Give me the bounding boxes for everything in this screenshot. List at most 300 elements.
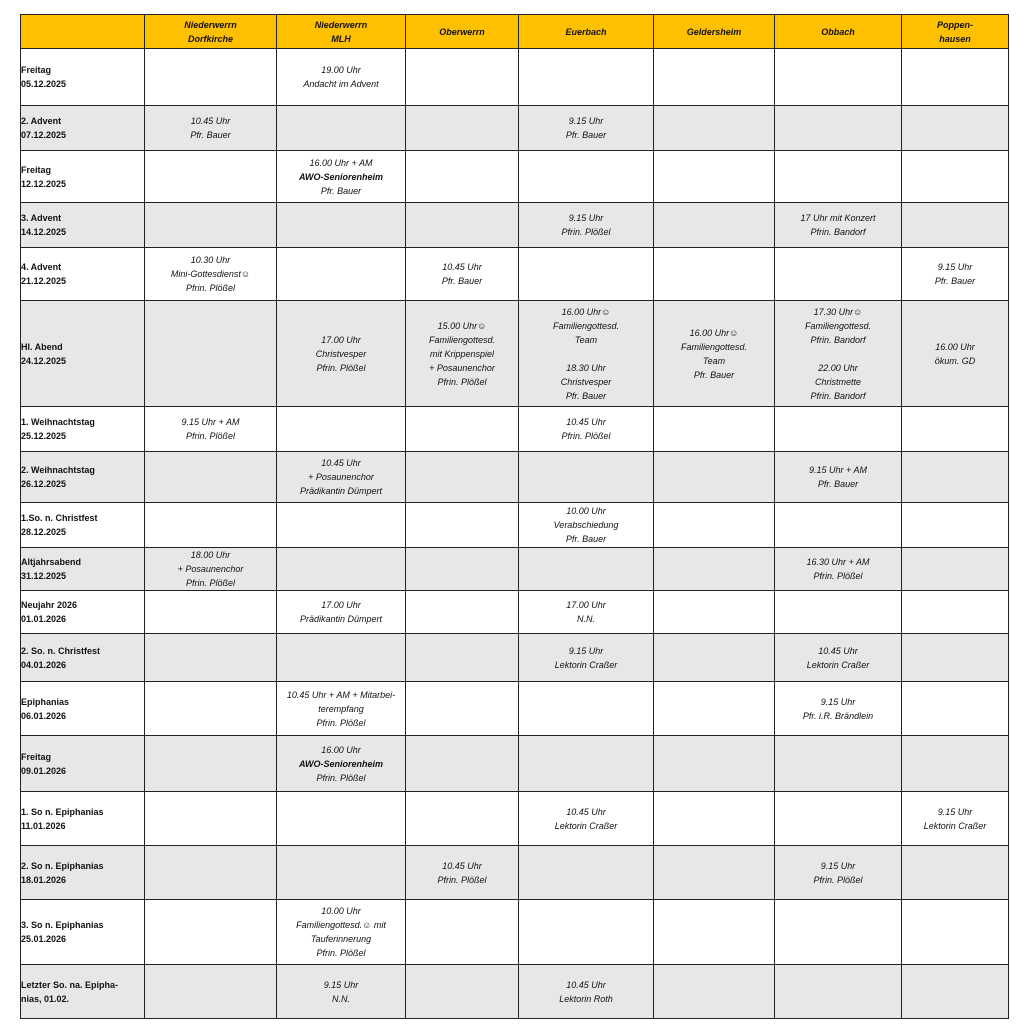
service-cell — [406, 591, 519, 634]
occasion-label: Freitag — [21, 751, 52, 762]
schedule-row — [21, 452, 1009, 503]
date-cell — [21, 203, 145, 248]
service-cell — [406, 407, 519, 452]
service-line: 9.15 Uhr — [568, 213, 604, 223]
service-line: Prädikantin Dümpert — [299, 486, 383, 496]
service-cell — [902, 49, 1009, 106]
service-cell — [654, 548, 775, 591]
header-location-2 — [277, 15, 406, 49]
date-cell — [21, 846, 145, 900]
service-cell — [902, 248, 1009, 301]
schedule-row — [21, 682, 1009, 736]
service-cell — [902, 682, 1009, 736]
service-cell — [145, 503, 277, 548]
service-line — [519, 347, 653, 361]
service-line: Christvesper — [315, 348, 367, 359]
service-cell — [406, 49, 519, 106]
service-cell — [277, 792, 406, 846]
service-schedule-table — [20, 14, 1009, 1019]
occasion-label: 2. So n. Epiphanias — [21, 860, 104, 871]
service-cell — [775, 846, 902, 900]
date-label: 31.12.2025 — [21, 571, 67, 581]
occasion-label: Neujahr 2026 — [21, 600, 78, 610]
service-cell — [406, 846, 519, 900]
service-line: N.N. — [577, 614, 595, 624]
service-line: 17.00 Uhr — [321, 600, 361, 610]
service-line: mit Krippenspiel — [429, 348, 495, 359]
service-line: Pfrin. Plößel — [561, 431, 611, 441]
service-cell — [775, 736, 902, 792]
service-cell — [654, 682, 775, 736]
schedule-row — [21, 503, 1009, 548]
service-line: Team — [574, 334, 598, 345]
service-cell — [519, 548, 654, 591]
header-location-6 — [775, 15, 902, 49]
service-cell — [775, 965, 902, 1019]
service-cell — [406, 203, 519, 248]
service-line: 17.00 Uhr — [321, 334, 361, 345]
service-line: Familiengottesd.☺ mit — [296, 920, 386, 930]
date-label: 28.12.2025 — [21, 527, 67, 537]
service-line: 10.45 Uhr — [321, 458, 361, 468]
service-line: 17.30 Uhr☺ — [813, 306, 863, 317]
service-cell — [277, 248, 406, 301]
service-line: + Posaunenchor — [308, 472, 374, 482]
service-line: Pfrin. Plößel — [437, 376, 487, 387]
service-line: N.N. — [332, 993, 350, 1004]
service-cell — [406, 682, 519, 736]
service-cell — [775, 301, 902, 407]
occasion-label: 1. So n. Epiphanias — [21, 806, 104, 817]
service-cell — [277, 203, 406, 248]
service-line: Mini-Gottesdienst☺ — [170, 269, 251, 279]
service-line: 9.15 Uhr — [568, 116, 604, 126]
service-cell — [145, 682, 277, 736]
service-cell — [902, 736, 1009, 792]
service-line: 18.30 Uhr — [566, 362, 606, 373]
service-line: Pfrin. Plößel — [316, 948, 366, 958]
service-line: 16.00 Uhr☺ — [689, 327, 739, 338]
service-line: 9.15 Uhr — [323, 979, 359, 990]
service-line: Pfrin. Plößel — [437, 874, 487, 885]
date-cell — [21, 736, 145, 792]
occasion-label: 1.So. n. Christfest — [21, 513, 98, 523]
service-cell — [277, 682, 406, 736]
service-cell — [145, 301, 277, 407]
service-cell — [277, 106, 406, 151]
service-line: Lektorin Craßer — [806, 659, 870, 670]
service-line: Pfrin. Plößel — [316, 717, 366, 728]
service-line: 10.45 Uhr — [566, 806, 606, 817]
service-cell — [406, 792, 519, 846]
service-cell — [406, 301, 519, 407]
service-cell — [519, 452, 654, 503]
date-label: 21.12.2025 — [21, 276, 67, 286]
service-line: 10.45 Uhr — [442, 860, 482, 871]
service-cell — [902, 151, 1009, 203]
service-line: 9.15 Uhr + AM — [809, 465, 867, 475]
service-cell — [277, 634, 406, 682]
service-line: 19.00 Uhr — [321, 65, 361, 75]
service-line: Pfrin. Plößel — [813, 571, 863, 581]
date-label: 18.01.2026 — [21, 874, 67, 885]
header-label-line: MLH — [331, 33, 351, 44]
service-line: Pfrin. Plößel — [185, 431, 236, 441]
service-line: 17 Uhr mit Konzert — [800, 213, 876, 223]
service-cell — [519, 736, 654, 792]
service-cell — [654, 49, 775, 106]
occasion-label: Letzter So. na. Epipha- — [21, 979, 119, 990]
service-cell — [654, 965, 775, 1019]
service-cell — [775, 49, 902, 106]
service-cell — [277, 503, 406, 548]
service-cell — [519, 248, 654, 301]
service-cell — [902, 900, 1009, 965]
service-cell — [145, 591, 277, 634]
header-label-line: Euerbach — [565, 26, 607, 37]
service-line: 9.15 Uhr — [820, 860, 856, 871]
schedule-row — [21, 203, 1009, 248]
service-line: 10.30 Uhr — [190, 255, 231, 265]
service-line: Lektorin Craßer — [554, 659, 618, 670]
occasion-label: Freitag — [21, 65, 52, 75]
service-line: 10.45 Uhr + AM + Mitarbei- — [286, 689, 396, 700]
service-cell — [902, 591, 1009, 634]
schedule-row — [21, 591, 1009, 634]
service-line: Pfrin. Bandorf — [810, 390, 866, 401]
service-cell — [406, 452, 519, 503]
service-line: Pfrin. Plößel — [316, 772, 366, 783]
occasion-label: 2. So. n. Christfest — [21, 645, 101, 656]
service-cell — [654, 846, 775, 900]
header-label-line: Obbach — [821, 26, 855, 37]
service-cell — [902, 846, 1009, 900]
service-cell — [519, 151, 654, 203]
schedule-row — [21, 548, 1009, 591]
header-row — [21, 15, 1009, 49]
service-line: 10.00 Uhr — [566, 506, 606, 516]
service-cell — [406, 106, 519, 151]
date-cell — [21, 301, 145, 407]
service-line: Lektorin Craßer — [923, 820, 987, 831]
service-line: Pfrin. Plößel — [185, 283, 236, 293]
service-line: 10.45 Uhr — [818, 645, 858, 656]
schedule-row — [21, 900, 1009, 965]
service-line: 9.15 Uhr — [568, 645, 604, 656]
service-cell — [519, 792, 654, 846]
service-cell — [519, 203, 654, 248]
service-line: 10.45 Uhr — [566, 417, 606, 427]
service-cell — [145, 900, 277, 965]
service-cell — [145, 407, 277, 452]
service-cell — [406, 151, 519, 203]
service-cell — [775, 591, 902, 634]
service-line: Tauferinnerung — [310, 934, 372, 944]
service-cell — [406, 248, 519, 301]
header-label-line: Niederwerrn — [314, 19, 368, 30]
occasion-label: 2. Weihnachtstag — [21, 465, 95, 475]
header-label-line: Dorfkirche — [187, 33, 233, 44]
schedule-row — [21, 792, 1009, 846]
service-line: 16.00 Uhr☺ — [561, 306, 611, 317]
service-cell — [145, 736, 277, 792]
service-cell — [654, 900, 775, 965]
service-cell — [277, 407, 406, 452]
service-cell — [775, 548, 902, 591]
service-line: Pfr. Bauer — [565, 390, 607, 401]
service-cell — [775, 106, 902, 151]
service-line: Pfr. Bauer — [190, 130, 231, 140]
service-cell — [519, 900, 654, 965]
header-location-1 — [145, 15, 277, 49]
service-cell — [902, 452, 1009, 503]
service-cell — [277, 900, 406, 965]
service-cell — [519, 965, 654, 1019]
service-line: 16.00 Uhr — [935, 341, 975, 352]
service-line: Familiengottesd. — [428, 334, 496, 345]
service-cell — [902, 301, 1009, 407]
service-cell — [775, 792, 902, 846]
service-line: Pfr. Bauer — [565, 130, 607, 140]
service-line: Verabschiedung — [553, 520, 619, 530]
service-line: 9.15 Uhr — [820, 696, 856, 707]
header-label-line: hausen — [939, 33, 971, 44]
occasion-label: Hl. Abend — [21, 341, 63, 352]
header-label-line: Oberwerrn — [439, 26, 485, 37]
date-label: 05.12.2025 — [21, 79, 67, 89]
service-cell — [775, 203, 902, 248]
header-date-column — [21, 15, 145, 49]
date-label: 12.12.2025 — [21, 178, 67, 189]
service-cell — [775, 452, 902, 503]
header-location-3 — [406, 15, 519, 49]
schedule-row — [21, 49, 1009, 106]
service-line: 16.30 Uhr + AM — [806, 557, 870, 567]
date-label: 11.01.2026 — [21, 820, 66, 831]
schedule-row — [21, 736, 1009, 792]
header-location-4 — [519, 15, 654, 49]
service-line: 9.15 Uhr + AM — [181, 417, 240, 427]
date-cell — [21, 503, 145, 548]
service-cell — [775, 248, 902, 301]
service-cell — [145, 151, 277, 203]
service-cell — [519, 503, 654, 548]
service-line: Familiengottesd. — [552, 320, 620, 331]
service-cell — [519, 682, 654, 736]
date-cell — [21, 548, 145, 591]
service-cell — [654, 634, 775, 682]
service-line: Pfr. i.R. Brändlein — [802, 710, 874, 721]
service-line: Familiengottesd. — [680, 341, 748, 352]
date-cell — [21, 407, 145, 452]
service-cell — [654, 792, 775, 846]
date-label: 06.01.2026 — [21, 710, 67, 721]
date-label: 25.12.2025 — [21, 431, 67, 441]
service-line: terempfang — [318, 703, 364, 714]
service-line: 22.00 Uhr — [818, 362, 858, 373]
service-line: 9.15 Uhr — [937, 806, 973, 817]
service-line: 16.00 Uhr — [321, 744, 361, 755]
service-cell — [654, 301, 775, 407]
header-label-line: Niederwerrn — [184, 19, 237, 30]
service-line: 17.00 Uhr — [566, 600, 606, 610]
service-cell — [406, 900, 519, 965]
header-label-line: Poppen- — [937, 19, 973, 30]
service-line: Team — [702, 355, 726, 366]
service-line: Pfrin. Plößel — [185, 578, 236, 588]
service-cell — [519, 407, 654, 452]
date-cell — [21, 106, 145, 151]
occasion-label: 1. Weihnachtstag — [21, 417, 95, 427]
schedule-row — [21, 965, 1009, 1019]
service-cell — [145, 203, 277, 248]
service-cell — [406, 965, 519, 1019]
date-cell — [21, 634, 145, 682]
date-cell — [21, 965, 145, 1019]
service-cell — [775, 503, 902, 548]
service-line: 15.00 Uhr☺ — [437, 320, 487, 331]
service-cell — [775, 407, 902, 452]
date-label: 25.01.2026 — [21, 934, 67, 944]
service-cell — [277, 736, 406, 792]
service-line: Pfr. Bauer — [693, 369, 735, 380]
service-cell — [519, 591, 654, 634]
service-cell — [902, 548, 1009, 591]
service-cell — [519, 301, 654, 407]
service-cell — [654, 203, 775, 248]
service-line: Lektorin Craßer — [554, 820, 618, 831]
service-line: 18.00 Uhr — [190, 550, 231, 560]
service-cell — [654, 736, 775, 792]
date-cell — [21, 682, 145, 736]
schedule-row — [21, 634, 1009, 682]
schedule-row — [21, 407, 1009, 452]
service-cell — [277, 452, 406, 503]
schedule-row — [21, 106, 1009, 151]
date-cell — [21, 900, 145, 965]
service-line: Pfrin. Plößel — [813, 874, 863, 885]
service-cell — [277, 301, 406, 407]
service-line: 10.45 Uhr — [442, 262, 482, 272]
header-location-7 — [902, 15, 1009, 49]
service-cell — [902, 106, 1009, 151]
service-cell — [145, 965, 277, 1019]
service-line: ökum. GD — [934, 355, 976, 366]
service-line — [775, 347, 901, 361]
service-cell — [775, 682, 902, 736]
date-label: 14.12.2025 — [21, 227, 67, 237]
service-cell — [277, 151, 406, 203]
service-line: Pfrin. Bandorf — [810, 334, 866, 345]
service-line: Pfrin. Plößel — [561, 227, 611, 237]
occasion-label: 4. Advent — [21, 262, 62, 272]
service-cell — [277, 591, 406, 634]
service-cell — [406, 736, 519, 792]
service-cell — [654, 591, 775, 634]
service-cell — [519, 49, 654, 106]
service-line: + Posaunenchor — [177, 564, 244, 574]
service-cell — [277, 846, 406, 900]
service-line: Lektorin Roth — [559, 993, 613, 1004]
service-cell — [277, 965, 406, 1019]
service-cell — [902, 634, 1009, 682]
schedule-row — [21, 151, 1009, 203]
service-cell — [145, 49, 277, 106]
service-cell — [277, 49, 406, 106]
service-line: + Posaunenchor — [429, 362, 495, 373]
service-cell — [902, 965, 1009, 1019]
occasion-label: 3. Advent — [21, 213, 62, 223]
service-line: 16.00 Uhr + AM — [309, 157, 373, 168]
service-cell — [654, 106, 775, 151]
date-label: 09.01.2026 — [21, 765, 67, 776]
service-cell — [145, 792, 277, 846]
service-line: Christvesper — [560, 376, 612, 387]
date-cell — [21, 49, 145, 106]
service-cell — [406, 634, 519, 682]
service-cell — [277, 548, 406, 591]
date-label: 01.01.2026 — [21, 614, 67, 624]
header-label-line: Geldersheim — [686, 26, 742, 37]
occasion-label: Freitag — [21, 164, 52, 175]
date-cell — [21, 591, 145, 634]
date-cell — [21, 452, 145, 503]
service-line: AWO-Seniorenheim — [298, 171, 383, 182]
service-line: Pfrin. Bandorf — [810, 227, 866, 237]
service-cell — [145, 548, 277, 591]
service-cell — [145, 106, 277, 151]
schedule-row — [21, 301, 1009, 407]
service-line: 10.45 Uhr — [190, 116, 231, 126]
service-cell — [902, 407, 1009, 452]
date-label: 26.12.2025 — [21, 479, 67, 489]
date-label: 07.12.2025 — [21, 130, 67, 140]
service-cell — [145, 452, 277, 503]
occasion-label: Altjahrsabend — [21, 557, 82, 567]
date-cell — [21, 792, 145, 846]
service-cell — [654, 407, 775, 452]
service-cell — [902, 203, 1009, 248]
service-line: 9.15 Uhr — [937, 262, 973, 272]
occasion-label: Epiphanias — [21, 696, 70, 707]
service-line: Familiengottesd. — [804, 320, 872, 331]
service-line: Andacht im Advent — [303, 79, 379, 89]
service-cell — [519, 634, 654, 682]
service-cell — [654, 151, 775, 203]
service-cell — [519, 106, 654, 151]
service-cell — [145, 634, 277, 682]
service-cell — [145, 846, 277, 900]
schedule-row — [21, 846, 1009, 900]
service-cell — [775, 634, 902, 682]
date-label: nias, 01.02. — [21, 993, 70, 1004]
date-cell — [21, 151, 145, 203]
occasion-label: 3. So n. Epiphanias — [21, 920, 104, 930]
occasion-label: 2. Advent — [21, 116, 62, 126]
service-line: Christmette — [814, 376, 861, 387]
date-label: 04.01.2026 — [21, 659, 67, 670]
service-cell — [406, 503, 519, 548]
service-line: Prädikantin Dümpert — [299, 614, 383, 624]
header-location-5 — [654, 15, 775, 49]
date-label: 24.12.2025 — [21, 355, 67, 366]
service-cell — [654, 503, 775, 548]
service-cell — [902, 792, 1009, 846]
service-cell — [654, 452, 775, 503]
service-cell — [519, 846, 654, 900]
service-line: 10.45 Uhr — [566, 979, 606, 990]
service-line: 10.00 Uhr — [321, 906, 361, 916]
